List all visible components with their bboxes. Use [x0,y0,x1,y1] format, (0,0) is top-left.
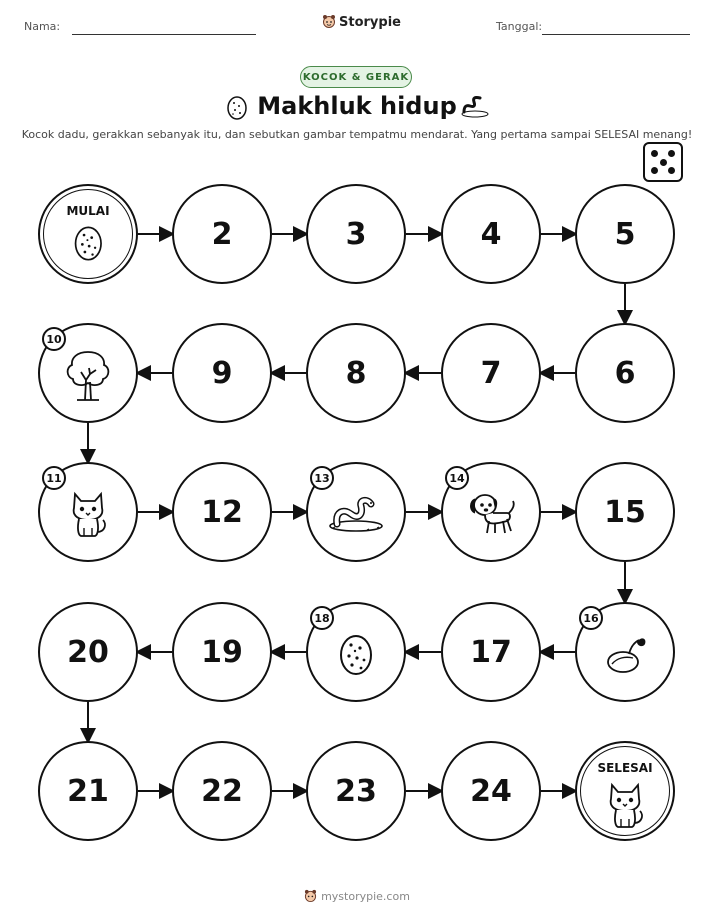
space-number: 12 [201,494,243,530]
space-number: 15 [604,494,646,530]
brand-name: Storypie [339,15,401,30]
space-number-badge: 11 [42,466,66,490]
board-space-12 [172,462,272,562]
space-number: 23 [335,773,377,809]
finish-label: SELESAI [597,761,653,775]
board-space-21 [38,741,138,841]
worm-icon [327,494,385,538]
board-space-17 [441,602,541,702]
space-number: 19 [201,634,243,670]
board-space-8 [306,323,406,423]
board-space-9 [172,323,272,423]
footer [0,889,714,903]
board-space-13 [306,462,406,562]
board-space-5 [575,184,675,284]
board-space-3 [306,184,406,284]
space-number-badge: 14 [445,466,469,490]
space-number-badge: 18 [310,606,334,630]
start-label: MULAI [66,204,110,218]
space-number-badge: 13 [310,466,334,490]
name-label: Nama: [24,20,61,33]
space-number: 20 [67,634,109,670]
space-number: 5 [614,216,636,252]
board-space-15 [575,462,675,562]
footer-url: mystorypie.com [321,890,410,903]
cat-icon [65,488,111,544]
space-number: 22 [201,773,243,809]
board-space-22 [172,741,272,841]
storypie-face-icon [304,889,317,902]
egg-icon [73,224,104,265]
space-number-badge: 16 [579,606,603,630]
board-space-16 [575,602,675,702]
space-number-badge: 10 [42,327,66,351]
space-number: 7 [480,355,502,391]
board-space-6 [575,323,675,423]
board-space-20 [38,602,138,702]
space-number: 6 [614,355,636,391]
board-space-14 [441,462,541,562]
cat-icon [602,779,648,835]
board-space-19 [172,602,272,702]
board-space-4 [441,184,541,284]
board-space-23 [306,741,406,841]
seed-icon [603,632,647,680]
board-space-24 [441,741,541,841]
space-number: 24 [470,773,512,809]
space-number: 17 [470,634,512,670]
date-label: Tanggal: [496,20,543,33]
tree-icon [63,348,113,406]
instructions: Kocok dadu, gerakkan sebanyak itu, dan sebutkan gambar tempatmu mendarat. Yang pertama sampai SELESAI menang! [21,128,693,141]
page-title: Makhluk hidup [257,92,457,120]
space-number: 21 [67,773,109,809]
board-space-18 [306,602,406,702]
space-number: 8 [345,355,367,391]
space-number: 9 [211,355,233,391]
space-number: 4 [480,216,502,252]
board-space-10 [38,323,138,423]
space-number: 3 [345,216,367,252]
board-space-11 [38,462,138,562]
finish-space [575,741,675,841]
puppy-icon [463,491,519,541]
start-space [38,184,138,284]
egg-icon [338,632,374,680]
activity-badge: KOCOK & GERAK [300,66,412,88]
space-number: 2 [211,216,233,252]
board-space-2 [172,184,272,284]
board-space-7 [441,323,541,423]
